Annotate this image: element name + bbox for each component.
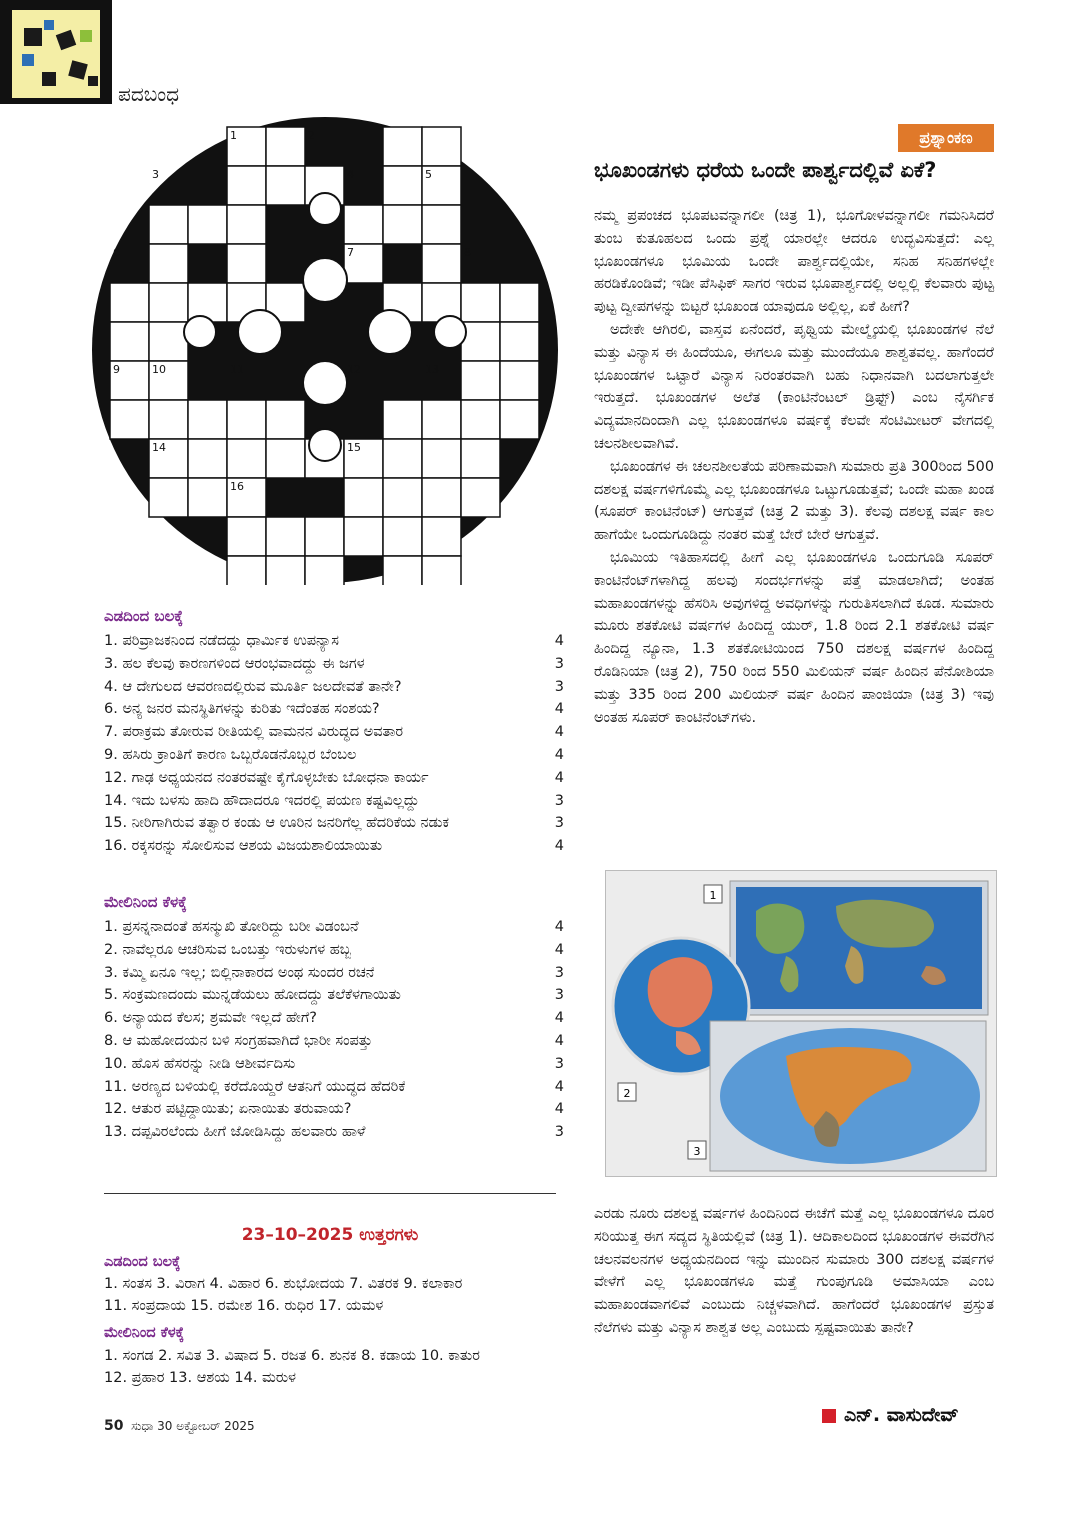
answers-down	[104, 1345, 564, 1389]
crossword-cell	[266, 400, 305, 439]
author-name: ಎನ್. ವಾಸುದೇವ್	[844, 1404, 959, 1426]
crossword-cell	[383, 478, 422, 517]
clue-text: 6. ಅನ್ಯ ಜನರ ಮನಸ್ಥಿತಿಗಳನ್ನು ಕುರಿತು ಇದೆಂತಹ ಸಂಶಯ?	[104, 701, 380, 718]
crossword-cell	[188, 400, 227, 439]
clue-length: 4	[554, 1078, 564, 1095]
clue-item	[104, 676, 564, 699]
clue-item	[104, 698, 564, 721]
flower-motif-icon	[309, 429, 341, 461]
clue-item	[104, 835, 564, 858]
clue-length: 3	[554, 815, 564, 832]
clue-number: 11	[230, 363, 244, 376]
clue-number: 9	[113, 363, 120, 376]
crossword-cell	[266, 517, 305, 556]
clue-item	[104, 790, 564, 813]
crossword-cell	[461, 283, 500, 322]
crossword-cell	[110, 322, 149, 361]
clue-text: 2. ನಾವೆಲ್ಲರೂ ಆಚರಿಸುವ ಒಂಬತ್ತು ಇರುಳುಗಳ ಹಬ್ಬ	[104, 941, 352, 958]
clue-text: 15. ನೀರಿಗಾಗಿರುವ ತತ್ವಾರ ಕಂಡು ಆ ಊರಿನ ಜನರಿಗೆಲ್ಲ ಹೆದರಿಕೆಯ ನಡುಕ	[104, 815, 449, 832]
across-heading: ಎಡದಿಂದ ಬಲಕ್ಕೆ	[104, 607, 184, 625]
paragraph: ಅದೇಕೇ ಆಗಿರಲಿ, ವಾಸ್ತವ ಏನೆಂದರೆ, ಪೃಥ್ವಿಯ ಮೇಲ್ಮೈಯಲ್ಲಿ ಭೂಖಂಡಗಳ ನೆಲೆ ಮತ್ತು ವಿನ್ಯಾಸ ಈ ಹಿಂದೆಯೂ, ಈಗಲೂ ಮತ್ತು ಮುಂದೆಯೂ ಶಾಶ್ವತವಲ್ಲ. ಹಾಗೆಂದರೆ ಭೂಖಂಡಗಳ ಒಟ್ಟಾರೆ ವಿನ್ಯಾಸ ನಿರಂತರವಾಗಿ ಬಹು ನಿಧಾನವಾಗಿ ಬದಲಾಗುತ್ತಲೇ ಇರುತ್ತದೆ. ಭೂಖಂಡಗಳ ಅಲೆತ (ಕಾಂಟಿನೆಂಟಲ್ ಡ್ರಿಫ್ಟ್) ಎಂಬ ನೈಸರ್ಗಿಕ ವಿದ್ಯಮಾನದಿಂದಾಗಿ ಎಲ್ಲ ಭೂಖಂಡಗಳೂ ವರ್ಷಕ್ಕೆ ಕೆಲವೇ ಸೆಂಟಿಮೀಟರ್ ವೇಗದಲ್ಲಿ ಚಲನಶೀಲವಾಗಿವೆ.	[594, 321, 994, 452]
clue-text: 1. ಪರಿವ್ರಾಜಕನಿಂದ ನಡೆದದ್ದು ಧಾರ್ಮಿಕ ಉಪನ್ಯಾಸ	[104, 633, 339, 649]
clue-length: 3	[554, 655, 564, 672]
crossword-cell	[227, 205, 266, 244]
article-closing: ಎರಡು ನೂರು ದಶಲಕ್ಷ ವರ್ಷಗಳ ಹಿಂದಿನಿಂದ ಈಚೆಗೆ ಮತ್ತೆ ಎಲ್ಲ ಭೂಖಂಡಗಳೂ ದೂರ ಸರಿಯುತ್ತ ಈಗ ಸದ್ಯದ ಸ್ಥಿತಿಯಲ್ಲಿವೆ (ಚಿತ್ರ 1). ಆದಿಕಾಲದಿಂದ ಭೂಖಂಡಗಳ ಈವರೆಗಿನ ಚಲನವಲನಗಳ ಅಧ್ಯಯನದಿಂದ ಇನ್ನು ಮುಂದಿನ ಸುಮಾರು 300 ದಶಲಕ್ಷ ವರ್ಷಗಳ ವೇಳೆಗೆ ಎಲ್ಲ ಭೂಖಂಡಗಳೂ ಮತ್ತೆ ಗುಂಪುಗೂಡಿ ಅಮಾಸಿಯಾ ಎಂಬ ಮಹಾಖಂಡವಾಗಲಿವೆ ಎಂಬುದು ನಿಚ್ಚಳವಾಗಿದೆ. ಹಾಗೆಂದರೆ ಭೂಖಂಡಗಳ ಪ್ರಸ್ತುತ ನೆಲೆಗಳು ಮತ್ತು ವಿನ್ಯಾಸ ಶಾಶ್ವತ ಅಲ್ಲ ಎಂಬುದು ಸ್ಪಷ್ಟವಾಯಿತು ತಾನೇ?	[594, 1206, 994, 1336]
crossword-cell	[266, 556, 305, 585]
crossword-cell	[266, 439, 305, 478]
footer-text: ಸುಧಾ 30 ಅಕ್ಟೋಬರ್ 2025	[131, 1419, 255, 1433]
crossword-cell	[422, 556, 461, 585]
answers-across-heading: ಎಡದಿಂದ ಬಲಕ್ಕೆ	[104, 1254, 181, 1270]
author-byline	[822, 1404, 959, 1426]
crossword-cell	[422, 244, 461, 283]
clue-length: 4	[554, 1101, 564, 1118]
clue-text: 10. ಹೊಸ ಹೆಸರನ್ನು ನೀಡಿ ಆಶೀರ್ವದಿಸು	[104, 1055, 296, 1072]
clue-item	[104, 1030, 564, 1053]
crossword-cell	[188, 439, 227, 478]
article-headline: ಭೂಖಂಡಗಳು ಧರೆಯ ಒಂದೇ ಪಾರ್ಶ್ವದಲ್ಲಿವೆ ಏಕೆ?	[594, 158, 937, 182]
crossword-cell	[149, 244, 188, 283]
clue-item	[104, 1053, 564, 1076]
crossword-cell	[422, 400, 461, 439]
crossword-cell	[149, 478, 188, 517]
page-number: 50	[104, 1418, 124, 1434]
flower-motif-icon	[238, 310, 282, 354]
across-clue-list	[104, 630, 564, 858]
clue-length: 4	[554, 838, 564, 855]
crossword-cell	[149, 205, 188, 244]
crossword-cell	[500, 361, 539, 400]
clue-text: 16. ರಕ್ಕಸರನ್ನು ಸೋಲಿಸುವ ಆಶಯ ವಿಜಯಶಾಲಿಯಾಯಿತು	[104, 838, 383, 855]
crossword-cell	[344, 205, 383, 244]
crossword-cell	[422, 127, 461, 166]
crossword-cell	[227, 166, 266, 205]
clue-item	[104, 1007, 564, 1030]
crossword-cell	[188, 478, 227, 517]
flower-motif-icon	[368, 310, 412, 354]
crossword-cell	[500, 322, 539, 361]
answers-across-line: 1. ಸಂತಸ 3. ವಿರಾಗ 4. ವಿಹಾರ 6. ಶುಭೋದಯ 7. ವಿತರಕ 9. ಕಲಾಕಾರ	[104, 1276, 463, 1292]
crossword-cell	[227, 556, 266, 585]
clue-text: 5. ಸಂಕ್ರಮಣದಂದು ಮುನ್ನಡೆಯಲು ಹೋದದ್ದು ತಲೆಕೆಳಗಾಯಿತು	[104, 987, 401, 1004]
clue-length: 4	[554, 633, 564, 649]
crossword-cell	[110, 400, 149, 439]
clue-item	[104, 939, 564, 962]
crossword-cell	[266, 166, 305, 205]
crossword-cell	[188, 283, 227, 322]
clue-number: 12	[347, 363, 361, 376]
maps-illustration	[606, 871, 996, 1176]
crossword-cell	[344, 517, 383, 556]
clue-text: 13. ದಪ್ಪವಿರಲೆಂದು ಹೀಗೆ ಜೋಡಿಸಿದ್ದು ಹಲವಾರು ಹಾಳೆ	[104, 1124, 366, 1141]
down-clue-list	[104, 916, 564, 1144]
clue-number: 5	[425, 168, 432, 181]
flower-motif-icon	[303, 258, 347, 302]
clue-text: 7. ಪರಾಕ್ರಮ ತೋರುವ ರೀತಿಯಲ್ಲಿ ವಾಮನನ ವಿರುದ್ಧದ ಅವತಾರ	[104, 724, 404, 741]
crossword-cell	[110, 283, 149, 322]
page-footer	[104, 1418, 255, 1434]
crossword-cell	[149, 283, 188, 322]
clue-length: 4	[554, 941, 564, 958]
clue-length: 3	[554, 987, 564, 1004]
answers-across-line: 11. ಸಂಪ್ರದಾಯ 15. ರಮೇಶ 16. ರುಧಿರ 17. ಯಮಳ	[104, 1298, 384, 1314]
divider	[104, 1193, 556, 1194]
clue-text: 4. ಆ ದೇಗುಲದ ಆವರಣದಲ್ಲಿರುವ ಮೂರ್ತಿ ಜಲದೇವತೆ ತಾನೇ?	[104, 678, 402, 695]
answers-down-heading: ಮೇಲಿನಿಂದ ಕೆಳಕ್ಕೆ	[104, 1325, 185, 1341]
clue-text: 12. ಆತುರ ಪಟ್ಟಿದ್ದಾಯಿತು; ಏನಾಯಿತು ತರುವಾಯ?	[104, 1101, 352, 1118]
clue-length: 4	[554, 724, 564, 741]
clue-number: 14	[152, 441, 166, 454]
clue-item	[104, 984, 564, 1007]
clue-item	[104, 1098, 564, 1121]
flower-motif-icon	[303, 361, 347, 405]
crossword-cell	[422, 205, 461, 244]
clue-length: 3	[554, 792, 564, 809]
clue-number: 4	[347, 168, 354, 181]
down-heading: ಮೇಲಿನಿಂದ ಕೆಳಕ್ಕೆ	[104, 893, 187, 911]
clue-number: 3	[152, 168, 159, 181]
clue-length: 4	[554, 1010, 564, 1027]
clue-length: 3	[554, 678, 564, 695]
clue-length: 4	[554, 919, 564, 935]
article-body	[594, 205, 994, 729]
clue-number: 7	[347, 246, 354, 259]
clue-length: 4	[554, 769, 564, 786]
clue-text: 9. ಹಸಿರು ಕ್ರಾಂತಿಗೆ ಕಾರಣ ಒಬ್ಬರೊಡನೊಬ್ಬರ ಬೆಂಬಲ	[104, 746, 357, 763]
clue-item	[104, 916, 564, 939]
flower-motif-icon	[184, 316, 216, 348]
clue-number: 8	[464, 246, 471, 259]
crossword-cell	[305, 517, 344, 556]
clue-text: 12. ಗಾಢ ಅಧ್ಯಯನದ ನಂತರವಷ್ಟೇ ಕೈಗೊಳ್ಳಬೇಕು ಬೋಧನಾ ಕಾರ್ಯ	[104, 769, 429, 786]
crossword-cell	[344, 478, 383, 517]
crossword-cell	[461, 439, 500, 478]
clue-text: 3. ಹಲ ಕೆಲವು ಕಾರಣಗಳಿಂದ ಆರಂಭವಾದದ್ದು ಈ ಜಗಳ	[104, 655, 365, 672]
clue-item	[104, 630, 564, 653]
crossword-cell	[383, 439, 422, 478]
crossword-cell	[383, 205, 422, 244]
paragraph: ನಮ್ಮ ಪ್ರಪಂಚದ ಭೂಪಟವನ್ನಾಗಲೀ (ಚಿತ್ರ 1), ಭೂಗೋಳವನ್ನಾಗಲೀ ಗಮನಿಸಿದರೆ ತುಂಬ ಕುತೂಹಲದ ಒಂದು ಪ್ರಶ್ನೆ ಯಾರಲ್ಲೇ ಆದರೂ ಉದ್ಭವಿಸುತ್ತದೆ: ಎಲ್ಲ ಭೂಖಂಡಗಳೂ ಭೂಮಿಯ ಒಂದೇ ಪಾರ್ಶ್ವದಲ್ಲಿಯೇ, ಸನಿಹ ಸನಿಹಗಳಲ್ಲೇ ಹರಡಿಕೊಂಡಿವೆ; ಇಡೀ ಪೆಸಿಫಿಕ್ ಸಾಗರ ಇರುವ ಭೂಪಾರ್ಶ್ವದಲ್ಲಿ ಅಲ್ಲಲ್ಲಿ ಕೆಲವಾರು ಪುಟ್ಟ ಪುಟ್ಟ ದ್ವೀಪಗಳನ್ನು ಬಿಟ್ಟರೆ ಭೂಖಂಡ ಯಾವುದೂ ಅಲ್ಲಿಲ್ಲ, ಏಕೆ ಹೀಗೆ?	[594, 208, 994, 316]
clue-item	[104, 744, 564, 767]
crossword-cell	[461, 400, 500, 439]
clue-item	[104, 653, 564, 676]
crossword-cell	[383, 400, 422, 439]
crossword-cell	[188, 205, 227, 244]
clue-length: 4	[554, 701, 564, 718]
clue-length: 4	[554, 746, 564, 763]
crossword-cell	[383, 556, 422, 585]
crossword-cell	[383, 166, 422, 205]
clue-length: 3	[554, 1055, 564, 1072]
clue-length: 4	[554, 1032, 564, 1049]
clue-number: 10	[152, 363, 166, 376]
answers-down-line: 12. ಪ್ರಹಾರ 13. ಆಶಯ 14. ಮರುಳ	[104, 1370, 296, 1386]
crossword-grid	[90, 115, 560, 585]
crossword-cell	[383, 517, 422, 556]
crossword-cell	[422, 478, 461, 517]
clue-item	[104, 1121, 564, 1144]
crossword-cell	[500, 283, 539, 322]
clue-text: 14. ಇದು ಬಳಸು ಹಾದಿ ಹೌದಾದರೂ ಇದರಲ್ಲಿ ಪಯಣ ಕಷ್ಟವಿಲ್ಲದ್ದು	[104, 792, 420, 809]
answers-down-line: 1. ಸಂಗಡ 2. ಸವಿತ 3. ವಿಷಾದ 5. ರಜತ 6. ಶುನಕ 8. ಕಡಾಯ 10. ಕಾತುರ	[104, 1348, 480, 1364]
clue-item	[104, 812, 564, 835]
crossword-cell	[461, 322, 500, 361]
crossword-cell	[461, 361, 500, 400]
clue-number: 1	[230, 129, 237, 142]
clue-item	[104, 962, 564, 985]
crossword-cell	[266, 127, 305, 166]
crossword-cell	[422, 439, 461, 478]
crossword-cell	[422, 517, 461, 556]
figure-label-1: 1	[709, 889, 717, 902]
clue-length: 3	[554, 1124, 564, 1141]
clue-text: 3. ಕಮ್ಮಿ ಏನೂ ಇಲ್ಲ; ಬಿಲ್ಲಿನಾಕಾರದ ಅಂಥ ಸುಂದರ ರಚನೆ	[104, 964, 375, 981]
crossword-cell	[383, 127, 422, 166]
puzzle-logo	[0, 0, 112, 104]
crossword-cell	[305, 556, 344, 585]
crossword-cell	[461, 478, 500, 517]
figure-label-3: 3	[693, 1145, 701, 1158]
flower-motif-icon	[309, 193, 341, 225]
crossword-cell	[149, 400, 188, 439]
answers-title: 23–10–2025 ಉತ್ತರಗಳು	[241, 1225, 419, 1245]
clue-number: 2	[308, 129, 315, 142]
figure-label-2: 2	[623, 1087, 631, 1100]
crossword-cell	[227, 244, 266, 283]
continent-maps-figure	[605, 870, 997, 1177]
bullet-square-icon	[822, 1409, 836, 1423]
crossword-cell	[227, 517, 266, 556]
clue-number: 15	[347, 441, 361, 454]
clue-text: 8. ಆ ಮಹೋದಯನ ಬಳಿ ಸಂಗ್ರಹವಾಗಿದೆ ಭಾರೀ ಸಂಪತ್ತು	[104, 1032, 373, 1049]
clue-length: 3	[554, 964, 564, 981]
paragraph: ಭೂಮಿಯ ಇತಿಹಾಸದಲ್ಲಿ ಹೀಗೆ ಎಲ್ಲ ಭೂಖಂಡಗಳೂ ಒಂದುಗೂಡಿ ಸೂಪರ್ ಕಾಂಟಿನೆಂಟ್‌ಗಳಾಗಿದ್ದ ಹಲವು ಸಂದರ್ಭಗಳನ್ನು ಪತ್ತೆ ಮಾಡಲಾಗಿದೆ; ಅಂತಹ ಮಹಾಖಂಡಗಳನ್ನು ಹೆಸರಿಸಿ ಅವುಗಳಿದ್ದ ಅವಧಿಗಳನ್ನು ಗುರುತಿಸಲಾಗಿದೆ ಕೂಡ. ಸುಮಾರು ಮೂರು ಶತಕೋಟಿ ವರ್ಷಗಳ ಹಿಂದಿದ್ದ ಯುರ್, 1.8 ರಿಂದ 2.1 ಶತಕೋಟಿ ವರ್ಷ ಹಿಂದಿದ್ದ ನ್ಯೂನಾ, 1.3 ಶತಕೋಟಿಯಿಂದ 750 ದಶಲಕ್ಷ ವರ್ಷಗಳ ಹಿಂದಿದ್ದ ರೊಡಿನಿಯಾ (ಚಿತ್ರ 2), 750 ರಿಂದ 550 ಮಿಲಿಯನ್ ವರ್ಷ ಹಿಂದಿನ ಪೆನೋಶಿಯಾ ಮತ್ತು 335 ರಿಂದ 200 ಮಿಲಿಯನ್ ವರ್ಷ ಹಿಂದಿನ ಪಾಂಜಿಯಾ (ಚಿತ್ರ 3) ಇವು ಅಂತಹ ಸೂಪರ್ ಕಾಂಟಿನೆಂಟ್‌ಗಳು.	[594, 549, 994, 726]
crossword-cell	[227, 400, 266, 439]
clue-item	[104, 767, 564, 790]
flower-motif-icon	[434, 316, 466, 348]
paragraph: ಭೂಖಂಡಗಳ ಈ ಚಲನಶೀಲತೆಯ ಪರಿಣಾಮವಾಗಿ ಸುಮಾರು ಪ್ರತಿ 300ರಿಂದ 500 ದಶಲಕ್ಷ ವರ್ಷಗಳಿಗೊಮ್ಮೆ ಎಲ್ಲ ಭೂಖಂಡಗಳೂ ಒಟ್ಟುಗೂಡುತ್ತವೆ; ಒಂದೇ ಮಹಾ ಖಂಡ (ಸೂಪರ್ ಕಾಂಟಿನೆಂಟ್) ಆಗುತ್ತವೆ (ಚಿತ್ರ 2 ಮತ್ತು 3). ಕೆಲವು ದಶಲಕ್ಷ ವರ್ಷ ಕಾಲ ಹಾಗೆಯೇ ಒಂದುಗೂಡಿದ್ದು ನಂತರ ಮತ್ತೆ ಬೇರೆ ಬೇರೆ ಆಗುತ್ತವೆ.	[594, 458, 994, 544]
clue-text: 11. ಅರಣ್ಯದ ಬಳಿಯಲ್ಲಿ ಕರೆದೊಯ್ದರೆ ಆತನಿಗೆ ಯುದ್ಧದ ಹೆದರಿಕೆ	[104, 1078, 406, 1095]
clue-number: 16	[230, 480, 244, 493]
column-tag: ಪ್ರಶ್ನಾಂಕಣ	[898, 124, 994, 152]
clue-text: 6. ಅನ್ಯಾಯದ ಕೆಲಸ; ಶ್ರಮವೇ ಇಲ್ಲದೆ ಹೇಗೆ?	[104, 1010, 317, 1027]
crossword-cell	[227, 439, 266, 478]
clue-item	[104, 721, 564, 744]
clue-text: 1. ಪ್ರಸನ್ನನಾದಂತೆ ಹಸನ್ಮುಖಿ ತೋರಿದ್ದು ಬರೀ ವಿಡಂಬನೆ	[104, 919, 359, 935]
crossword-cell	[500, 400, 539, 439]
answers-across	[104, 1273, 564, 1317]
clue-number: 13	[425, 363, 439, 376]
section-label: ಪದಬಂಧ	[118, 82, 180, 106]
clue-item	[104, 1076, 564, 1099]
crossword-cell	[149, 322, 188, 361]
clue-number: 6	[113, 246, 120, 259]
